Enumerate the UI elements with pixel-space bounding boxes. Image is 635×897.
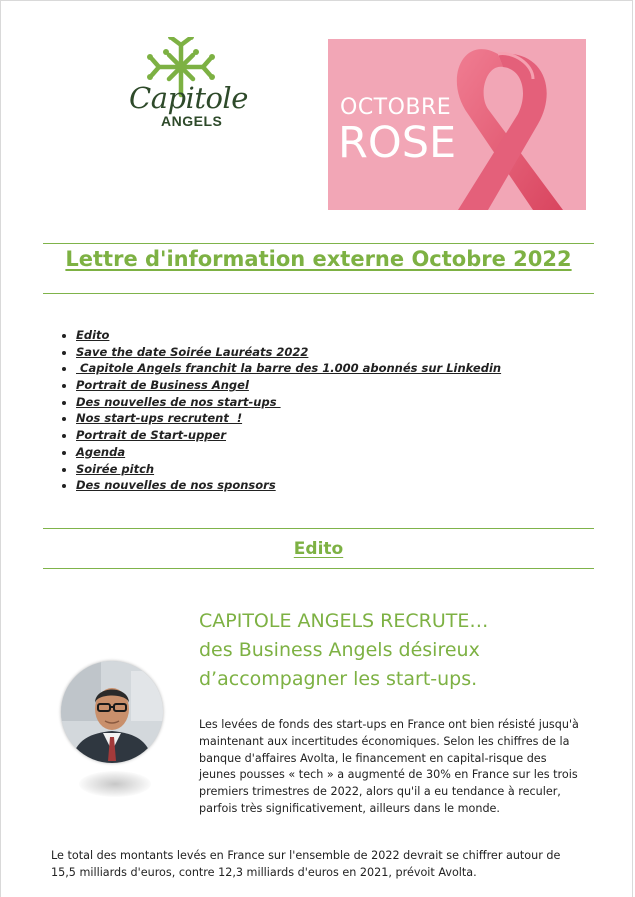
toc-item[interactable] xyxy=(59,394,501,411)
bullet-icon xyxy=(62,468,66,472)
headline-line: d’accompagner les start-ups. xyxy=(199,668,478,690)
portrait-photo xyxy=(61,661,163,763)
newsletter-title: Lettre d'information externe Octobre 2022 xyxy=(65,247,572,271)
bullet-icon xyxy=(62,434,66,438)
bullet-icon xyxy=(62,417,66,421)
avatar xyxy=(61,661,163,763)
toc-link[interactable]: Des nouvelles de nos start-ups xyxy=(76,394,281,409)
paragraph-line: banque d'affaires Avolta, le financement en capital-risque des xyxy=(199,751,547,765)
toc-item[interactable] xyxy=(59,410,501,427)
toc-item[interactable] xyxy=(59,477,501,494)
banner-line-2: ROSE xyxy=(338,118,457,168)
toc-link[interactable]: Edito xyxy=(76,328,110,342)
section-title-edito: Edito xyxy=(293,539,344,559)
toc-item[interactable] xyxy=(59,377,501,394)
toc-link[interactable]: Save the date Soirée Lauréats 2022 xyxy=(76,344,309,359)
paragraph-line: parfois très significativement, ailleurs dans le monde. xyxy=(199,801,500,815)
paragraph-line: Les levées de fonds des start-ups en France ont bien résisté jusqu'à xyxy=(199,718,579,731)
table-of-contents xyxy=(59,327,501,494)
toc-item[interactable] xyxy=(59,444,501,461)
logo-wordmark: Capitole xyxy=(129,81,248,115)
paragraph-line: premiers trimestres de 2022, alors qu'il a eu tendance à reculer, xyxy=(199,785,561,799)
bullet-icon xyxy=(62,367,66,371)
bullet-icon xyxy=(62,484,66,488)
toc-item[interactable] xyxy=(59,427,501,444)
paragraph-line: 15,5 milliards d'euros, contre 12,3 milliards d'euros en 2021, prévoit Avolta. xyxy=(51,866,477,879)
octobre-rose-banner xyxy=(328,39,586,210)
headline-line: des Business Angels désireux xyxy=(199,639,480,661)
divider xyxy=(43,568,594,569)
headline-line: CAPITOLE ANGELS RECRUTE… xyxy=(199,610,489,632)
divider xyxy=(43,293,594,294)
logo-subtitle: ANGELS xyxy=(161,113,223,129)
toc-link[interactable]: Des nouvelles de nos sponsors xyxy=(76,478,276,493)
toc-link[interactable]: Portrait de Business Angel xyxy=(76,378,249,393)
toc-link[interactable]: Nos start-ups recrutent ! xyxy=(76,411,243,426)
bullet-icon xyxy=(62,351,66,355)
toc-link[interactable]: Portrait de Start-upper xyxy=(76,428,227,443)
bullet-icon xyxy=(62,334,66,338)
bullet-icon xyxy=(62,451,66,455)
paragraph-line: maintenant aux incertitudes économiques. Selon les chiffres de la xyxy=(199,734,570,748)
avatar-shadow xyxy=(79,771,151,797)
bullet-icon xyxy=(62,384,66,388)
banner-line-1: OCTOBRE xyxy=(340,95,452,120)
capitole-angels-logo xyxy=(121,37,248,132)
toc-link[interactable]: Capitole Angels franchit la barre des 1.000 abonnés sur Linkedin xyxy=(76,361,502,376)
paragraph-line: jeunes pousses « tech » a augmenté de 30% en France sur les trois xyxy=(199,768,578,782)
divider xyxy=(43,528,594,529)
paragraph-line: Le total des montants levés en France sur l'ensemble de 2022 devrait se chiffrer autour de xyxy=(51,849,561,862)
edito-continuation xyxy=(51,847,591,881)
toc-item[interactable] xyxy=(59,360,501,377)
toc-link[interactable]: Soirée pitch xyxy=(76,461,155,476)
divider xyxy=(43,243,594,244)
toc-link[interactable]: Agenda xyxy=(76,444,126,459)
toc-item[interactable] xyxy=(59,344,501,361)
toc-item[interactable] xyxy=(59,327,501,344)
edito-headline xyxy=(199,607,599,694)
toc-item[interactable] xyxy=(59,461,501,478)
bullet-icon xyxy=(62,401,66,405)
edito-paragraph xyxy=(199,717,589,818)
